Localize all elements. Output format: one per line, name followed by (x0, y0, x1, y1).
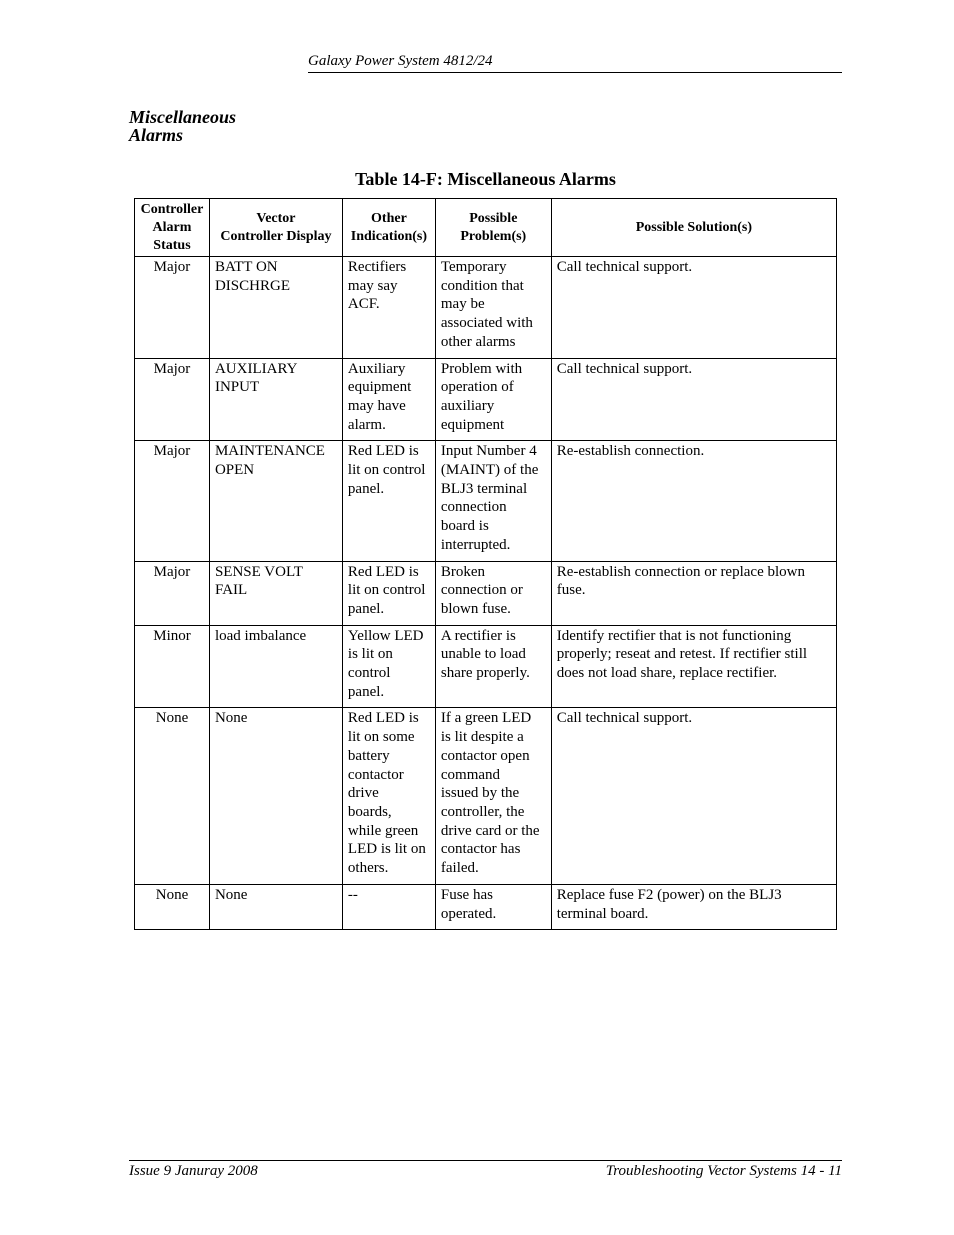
header-rule (308, 72, 842, 73)
cell-possible-problem: Problem with operation of auxiliary equipment (435, 358, 551, 441)
cell-alarm-status: Minor (135, 625, 210, 708)
table-row (135, 441, 837, 561)
section-title-line-2: Alarms (129, 125, 184, 145)
cell-controller-display: None (209, 884, 342, 929)
cell-controller-display: load imbalance (209, 625, 342, 708)
cell-possible-problem: Broken connection or blown fuse. (435, 561, 551, 625)
table-row (135, 358, 837, 441)
header-possible-problems: Possible Problem(s) (435, 199, 551, 257)
cell-alarm-status: Major (135, 441, 210, 561)
cell-other-indication: -- (342, 884, 435, 929)
header-vector-controller-display: Vector Controller Display (209, 199, 342, 257)
table-header-row (135, 199, 837, 257)
header-other-indications: Other Indication(s) (342, 199, 435, 257)
cell-alarm-status: Major (135, 358, 210, 441)
cell-controller-display: MAINTENANCE OPEN (209, 441, 342, 561)
cell-possible-solution: Re-establish connection or replace blown fuse. (551, 561, 836, 625)
cell-possible-solution: Re-establish connection. (551, 441, 836, 561)
cell-possible-solution: Call technical support. (551, 257, 836, 359)
miscellaneous-alarms-table (134, 198, 837, 930)
cell-possible-problem: If a green LED is lit despite a contactor open command issued by the controller, the drive card or the contactor has failed. (435, 708, 551, 884)
table-row (135, 561, 837, 625)
cell-alarm-status: None (135, 708, 210, 884)
cell-possible-solution: Identify rectifier that is not functioning properly; reseat and retest. If rectifier still does not load share, replace rectifier. (551, 625, 836, 708)
cell-possible-problem: Fuse has operated. (435, 884, 551, 929)
cell-possible-problem: Temporary condition that may be associated with other alarms (435, 257, 551, 359)
cell-possible-problem: Input Number 4 (MAINT) of the BLJ3 terminal connection board is interrupted. (435, 441, 551, 561)
header-possible-solutions: Possible Solution(s) (551, 199, 836, 257)
footer-page-number: Troubleshooting Vector Systems 14 - 11 (605, 1163, 842, 1179)
cell-alarm-status: Major (135, 561, 210, 625)
cell-alarm-status: None (135, 884, 210, 929)
footer-issue-date: Issue 9 Januray 2008 (129, 1163, 258, 1179)
cell-controller-display: AUXILIARY INPUT (209, 358, 342, 441)
table-row (135, 884, 837, 929)
cell-other-indication: Red LED is lit on some battery contactor drive boards, while green LED is lit on others. (342, 708, 435, 884)
cell-controller-display: BATT ON DISCHRGE (209, 257, 342, 359)
header-controller-alarm-status: Controller Alarm Status (135, 199, 210, 257)
cell-controller-display: None (209, 708, 342, 884)
table-row (135, 625, 837, 708)
cell-other-indication: Yellow LED is lit on control panel. (342, 625, 435, 708)
cell-possible-solution: Call technical support. (551, 708, 836, 884)
footer-rule (129, 1160, 842, 1161)
table-row (135, 708, 837, 884)
section-title-line-1: Miscellaneous (129, 107, 237, 127)
cell-possible-problem: A rectifier is unable to load share properly. (435, 625, 551, 708)
cell-other-indication: Red LED is lit on control panel. (342, 561, 435, 625)
cell-possible-solution: Call technical support. (551, 358, 836, 441)
cell-controller-display: SENSE VOLT FAIL (209, 561, 342, 625)
table-row (135, 257, 837, 359)
running-header-title: Galaxy Power System 4812/24 (308, 53, 493, 69)
cell-other-indication: Red LED is lit on control panel. (342, 441, 435, 561)
cell-other-indication: Rectifiers may say ACF. (342, 257, 435, 359)
cell-alarm-status: Major (135, 257, 210, 359)
cell-other-indication: Auxiliary equipment may have alarm. (342, 358, 435, 441)
cell-possible-solution: Replace fuse F2 (power) on the BLJ3 terminal board. (551, 884, 836, 929)
table-caption: Table 14-F: Miscellaneous Alarms (355, 169, 616, 189)
section-title (129, 108, 236, 144)
